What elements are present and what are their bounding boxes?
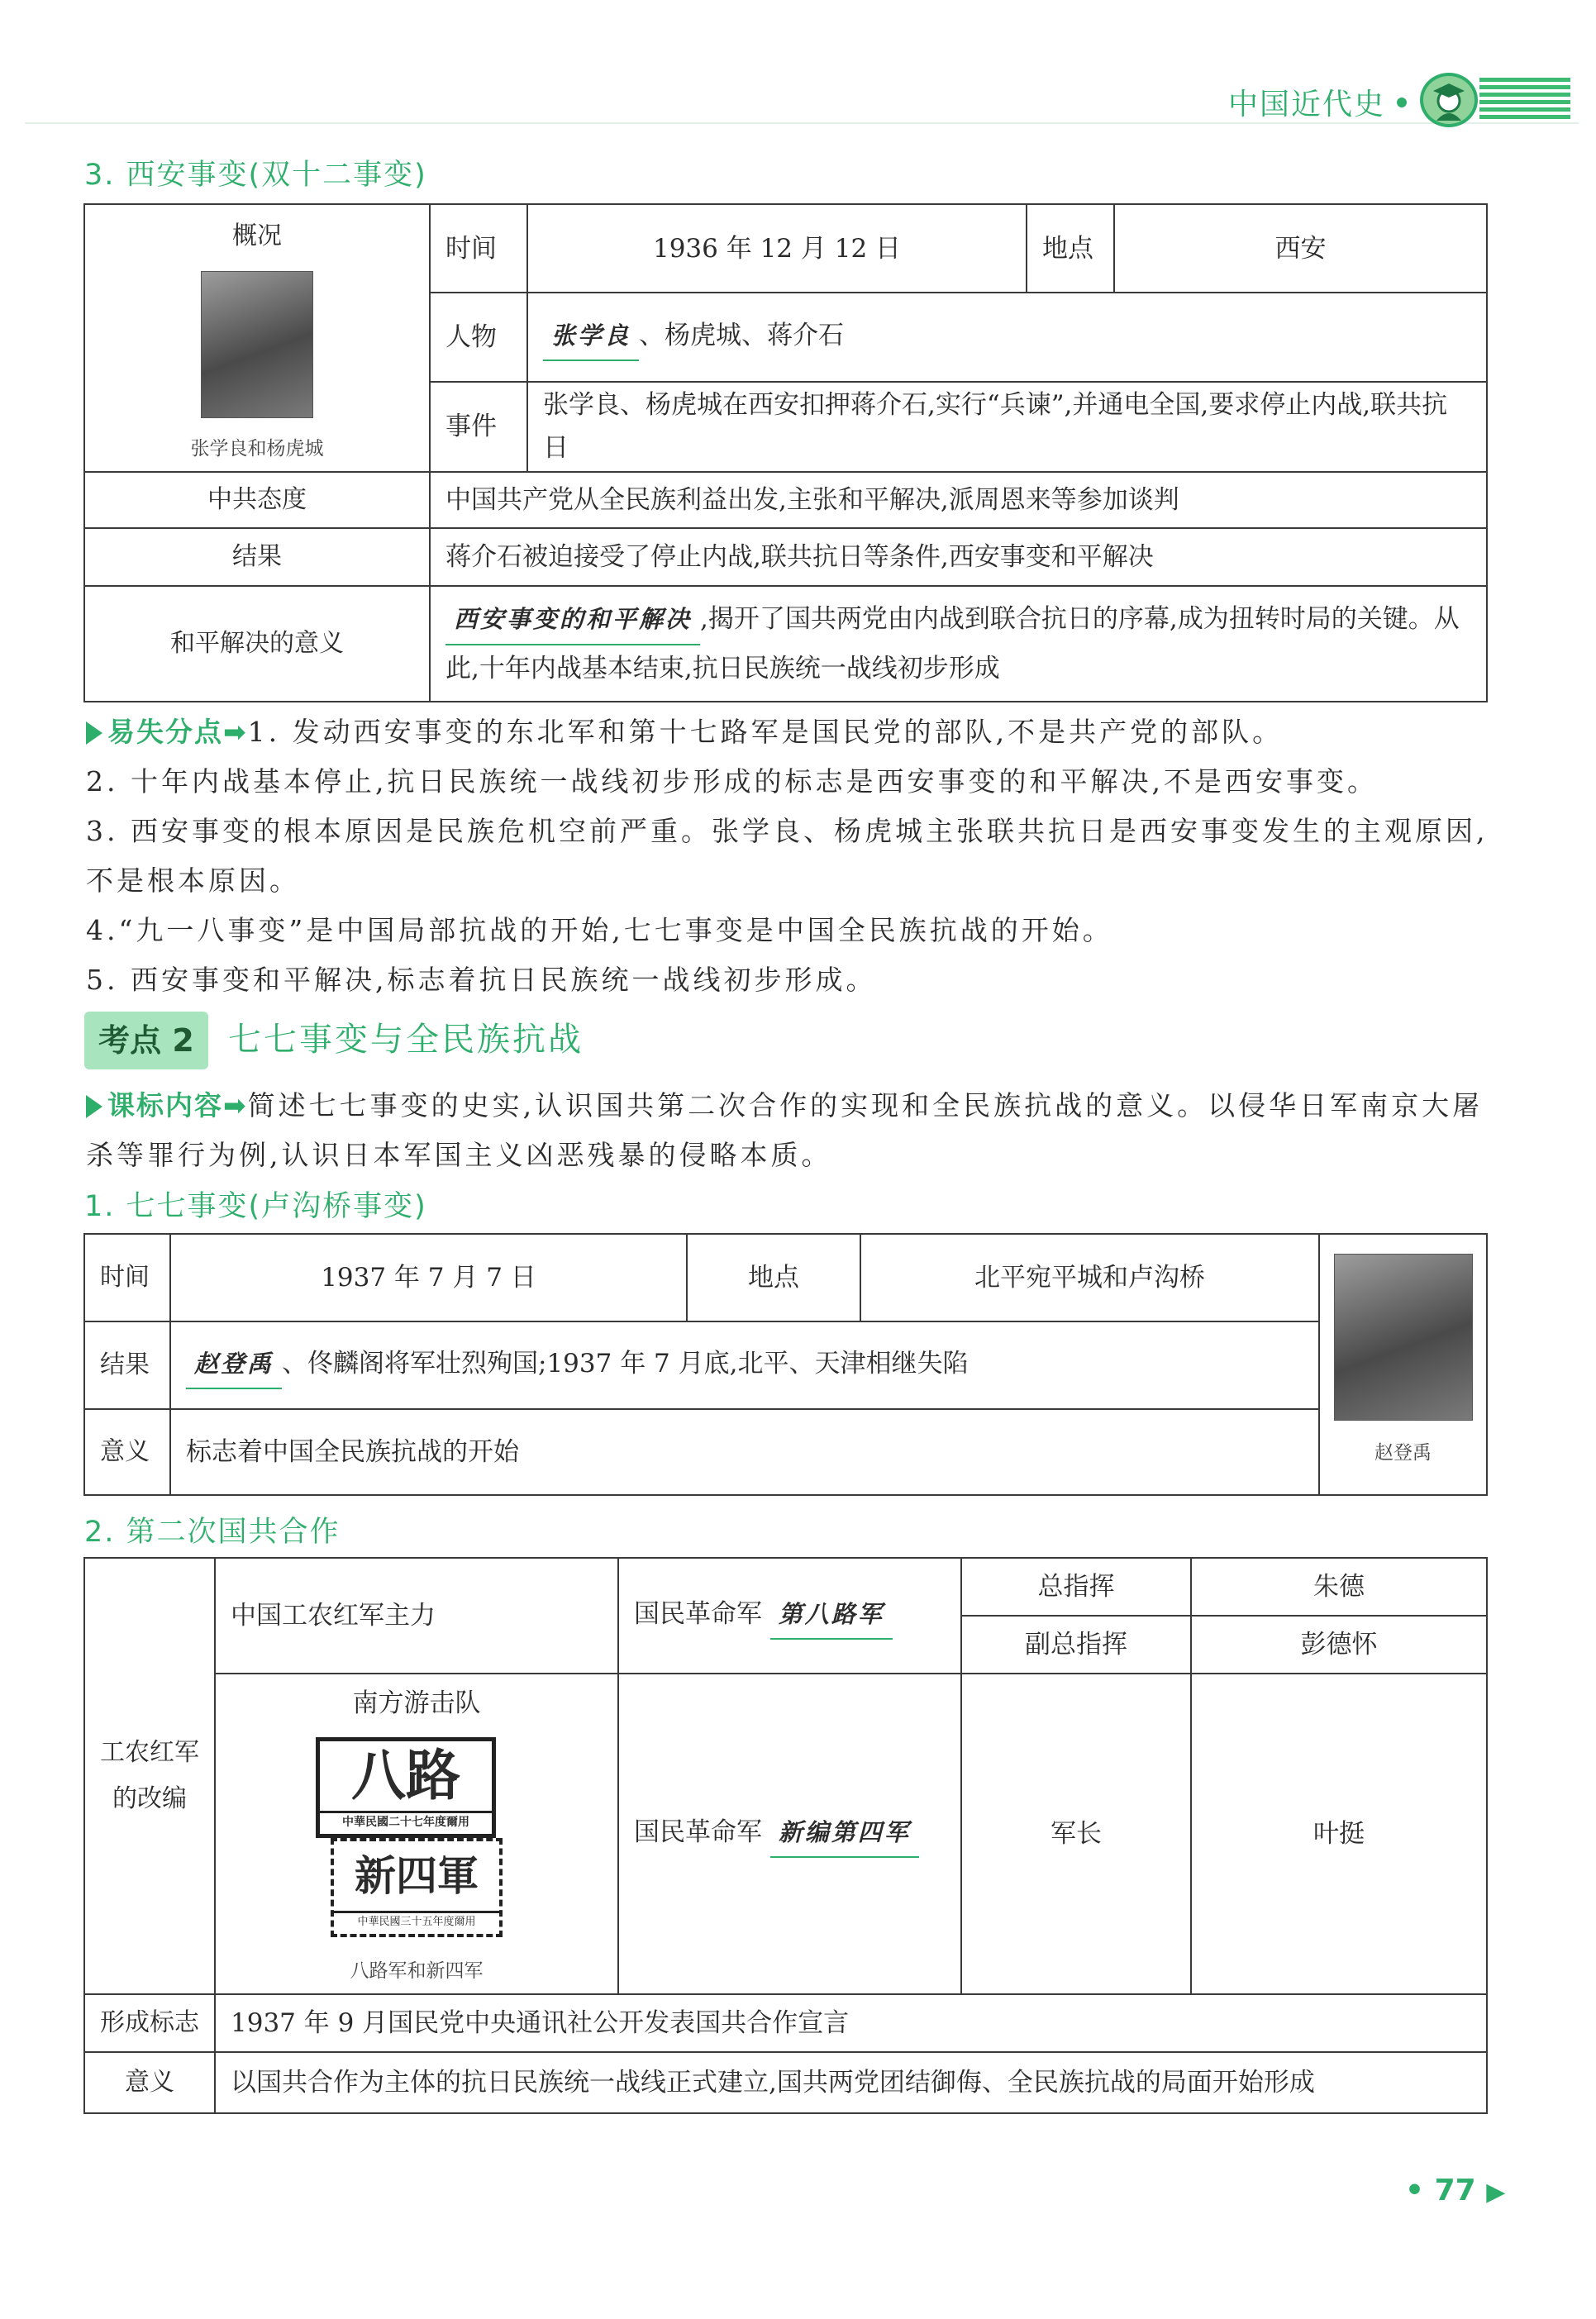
armband-caption: 八路军和新四军 xyxy=(350,1960,484,1982)
reorg-label: 工农红军的改编 xyxy=(84,1558,215,1994)
new-fourth-armband xyxy=(331,1838,503,1937)
nra1-cell xyxy=(618,1558,961,1674)
armband-sub: 中華民國三十五年度爾用 xyxy=(334,1911,499,1931)
coop-meaning-value: 以国共合作为主体的抗日民族统一战线正式建立,国共两党团结御侮、全民族抗战的局面开始形成 xyxy=(215,2052,1487,2113)
army-commander-value: 叶挺 xyxy=(1191,1674,1487,1994)
meaning-rest: ,揭开了国共两党由内战到联合抗日的序幕,成为扭转时局的关键。从此,十年内战基本结束,抗日民族统一战线初步形成 xyxy=(445,604,1460,683)
zhao-photo-caption: 赵登禹 xyxy=(1374,1442,1432,1464)
mistakes-block xyxy=(86,707,1491,1005)
event-value: 张学良、杨虎城在西安扣押蒋介石,实行“兵谏”,并通电全国,要求停止内战,联共抗日 xyxy=(527,382,1487,472)
triangle-icon xyxy=(86,721,102,745)
curriculum-block xyxy=(86,1081,1491,1180)
arrow-right-icon: ▶ xyxy=(1486,2178,1506,2207)
guerrilla-cell xyxy=(215,1674,618,1994)
commander-value: 朱德 xyxy=(1191,1558,1487,1616)
triangle-icon xyxy=(86,1095,102,1118)
header-title: 中国近代史 xyxy=(1228,88,1386,121)
mistakes-head: 易失分点 xyxy=(107,716,223,748)
coop-table xyxy=(83,1557,1488,2114)
nra1-label: 国民革命军 xyxy=(634,1599,762,1629)
armband-main: 八路 xyxy=(351,1744,460,1807)
curriculum-text: 简述七七事变的史实,认识国共第二次合作的实现和全民族抗战的意义。以侵华日军南京大屠杀等罪行为例,认识日本军国主义凶恶残暴的侵略本质。 xyxy=(86,1089,1484,1171)
armband-images xyxy=(231,1737,603,1937)
xian-table xyxy=(83,203,1488,702)
armband-main: 新四軍 xyxy=(355,1852,479,1900)
mistake-item-2: 2. 十年内战基本停止,抗日民族统一战线初步形成的标志是西安事变的和平解决,不是西安事变。 xyxy=(86,765,1378,798)
qiqi-table xyxy=(83,1233,1488,1496)
commander-label: 总指挥 xyxy=(961,1558,1191,1616)
meaning-value xyxy=(430,586,1487,702)
mistake-text-1: 1. 发动西安事变的东北军和第十七路军是国民党的部队,不是共产党的部队。 xyxy=(247,716,1284,748)
deputy-value: 彭德怀 xyxy=(1191,1616,1487,1674)
qiqi-meaning-value: 标志着中国全民族抗战的开始 xyxy=(170,1409,1319,1495)
red-army-main: 中国工农红军主力 xyxy=(215,1558,618,1674)
coop-meaning-label: 意义 xyxy=(84,2052,215,2113)
time-label: 时间 xyxy=(430,204,527,293)
qiqi-time-label: 时间 xyxy=(84,1234,170,1321)
overview-label: 概况 xyxy=(232,221,282,250)
qiqi-result-value xyxy=(170,1321,1319,1409)
zhang-yang-photo xyxy=(201,271,313,418)
result-label: 结果 xyxy=(84,528,430,586)
arrow-icon: ➡ xyxy=(223,1089,248,1121)
time-value: 1936 年 12 月 12 日 xyxy=(527,204,1027,293)
page-number-wrap xyxy=(1405,2174,1505,2207)
scholar-badge-icon xyxy=(1420,73,1478,127)
ccp-label: 中共态度 xyxy=(84,472,430,528)
qiqi-meaning-label: 意义 xyxy=(84,1409,170,1495)
army-commander-label: 军长 xyxy=(961,1674,1191,1994)
fill-blank-answer: 西安事变的和平解决 xyxy=(445,596,700,645)
fill-blank-answer: 新编第四军 xyxy=(770,1810,919,1858)
qiqi-result-rest: 、佟麟阁将军壮烈殉国;1937 年 7 月底,北平、天津相继失陷 xyxy=(282,1349,969,1379)
dot-icon: • xyxy=(1405,2174,1425,2207)
result-value: 蒋介石被迫接受了停止内战,联共抗日等条件,西安事变和平解决 xyxy=(430,528,1487,586)
people-rest: 、杨虎城、蒋介石 xyxy=(639,320,845,350)
curriculum-head: 课标内容 xyxy=(107,1089,223,1121)
ccp-value: 中国共产党从全民族利益出发,主张和平解决,派周恩来等参加谈判 xyxy=(430,472,1487,528)
qiqi-time-value: 1937 年 7 月 7 日 xyxy=(170,1234,687,1321)
section-title-xian: 3. 西安事变(双十二事变) xyxy=(84,159,427,192)
mistake-item-1 xyxy=(86,707,1491,757)
mistake-item-3: 3. 西安事变的根本原因是民族危机空前严重。张学良、杨虎城主张联共抗日是西安事变发生的主观原因,不是根本原因。 xyxy=(86,815,1489,897)
sign-value: 1937 年 9 月国民党中央通讯社公开发表国共合作宣言 xyxy=(215,1994,1487,2052)
qiqi-place-label: 地点 xyxy=(687,1234,860,1321)
nra2-cell xyxy=(618,1674,961,1994)
place-label: 地点 xyxy=(1027,204,1114,293)
place-value: 西安 xyxy=(1114,204,1487,293)
zhao-photo-cell xyxy=(1319,1234,1487,1495)
kaodian-tag: 考点 2 xyxy=(84,1012,208,1069)
page-number: 77 xyxy=(1434,2174,1476,2207)
people-label: 人物 xyxy=(430,293,527,381)
header-dot xyxy=(1397,98,1407,107)
fill-blank-answer: 赵登禹 xyxy=(186,1341,282,1389)
section-title-coop: 2. 第二次国共合作 xyxy=(84,1516,341,1549)
arrow-icon: ➡ xyxy=(223,716,248,748)
nra2-label: 国民革命军 xyxy=(634,1817,762,1847)
deputy-label: 副总指挥 xyxy=(961,1616,1191,1674)
header-stripes xyxy=(1479,78,1570,121)
guerrilla-label: 南方游击队 xyxy=(352,1688,481,1718)
people-value xyxy=(527,293,1487,381)
fill-blank-answer: 张学良 xyxy=(543,313,639,361)
zhao-dengyu-photo xyxy=(1334,1254,1473,1421)
mistake-item-5: 5. 西安事变和平解决,标志着抗日民族统一战线初步形成。 xyxy=(86,964,877,996)
qiqi-result-label: 结果 xyxy=(84,1321,170,1409)
qiqi-place-value: 北平宛平城和卢沟桥 xyxy=(860,1234,1319,1321)
overview-cell xyxy=(84,204,430,472)
armband-sub: 中華民國二十七年度爾用 xyxy=(320,1811,492,1831)
photo-caption: 张学良和杨虎城 xyxy=(190,438,324,460)
eighth-route-armband xyxy=(316,1737,496,1838)
kaodian-title: 七七事变与全民族抗战 xyxy=(228,1021,584,1059)
mistake-item-4: 4.“九一八事变”是中国局部抗战的开始,七七事变是中国全民族抗战的开始。 xyxy=(86,914,1113,946)
sign-label: 形成标志 xyxy=(84,1994,215,2052)
fill-blank-answer: 第八路军 xyxy=(770,1592,893,1640)
section-title-qiqi: 1. 七七事变(卢沟桥事变) xyxy=(84,1190,427,1223)
event-label: 事件 xyxy=(430,382,527,472)
meaning-label: 和平解决的意义 xyxy=(84,586,430,702)
